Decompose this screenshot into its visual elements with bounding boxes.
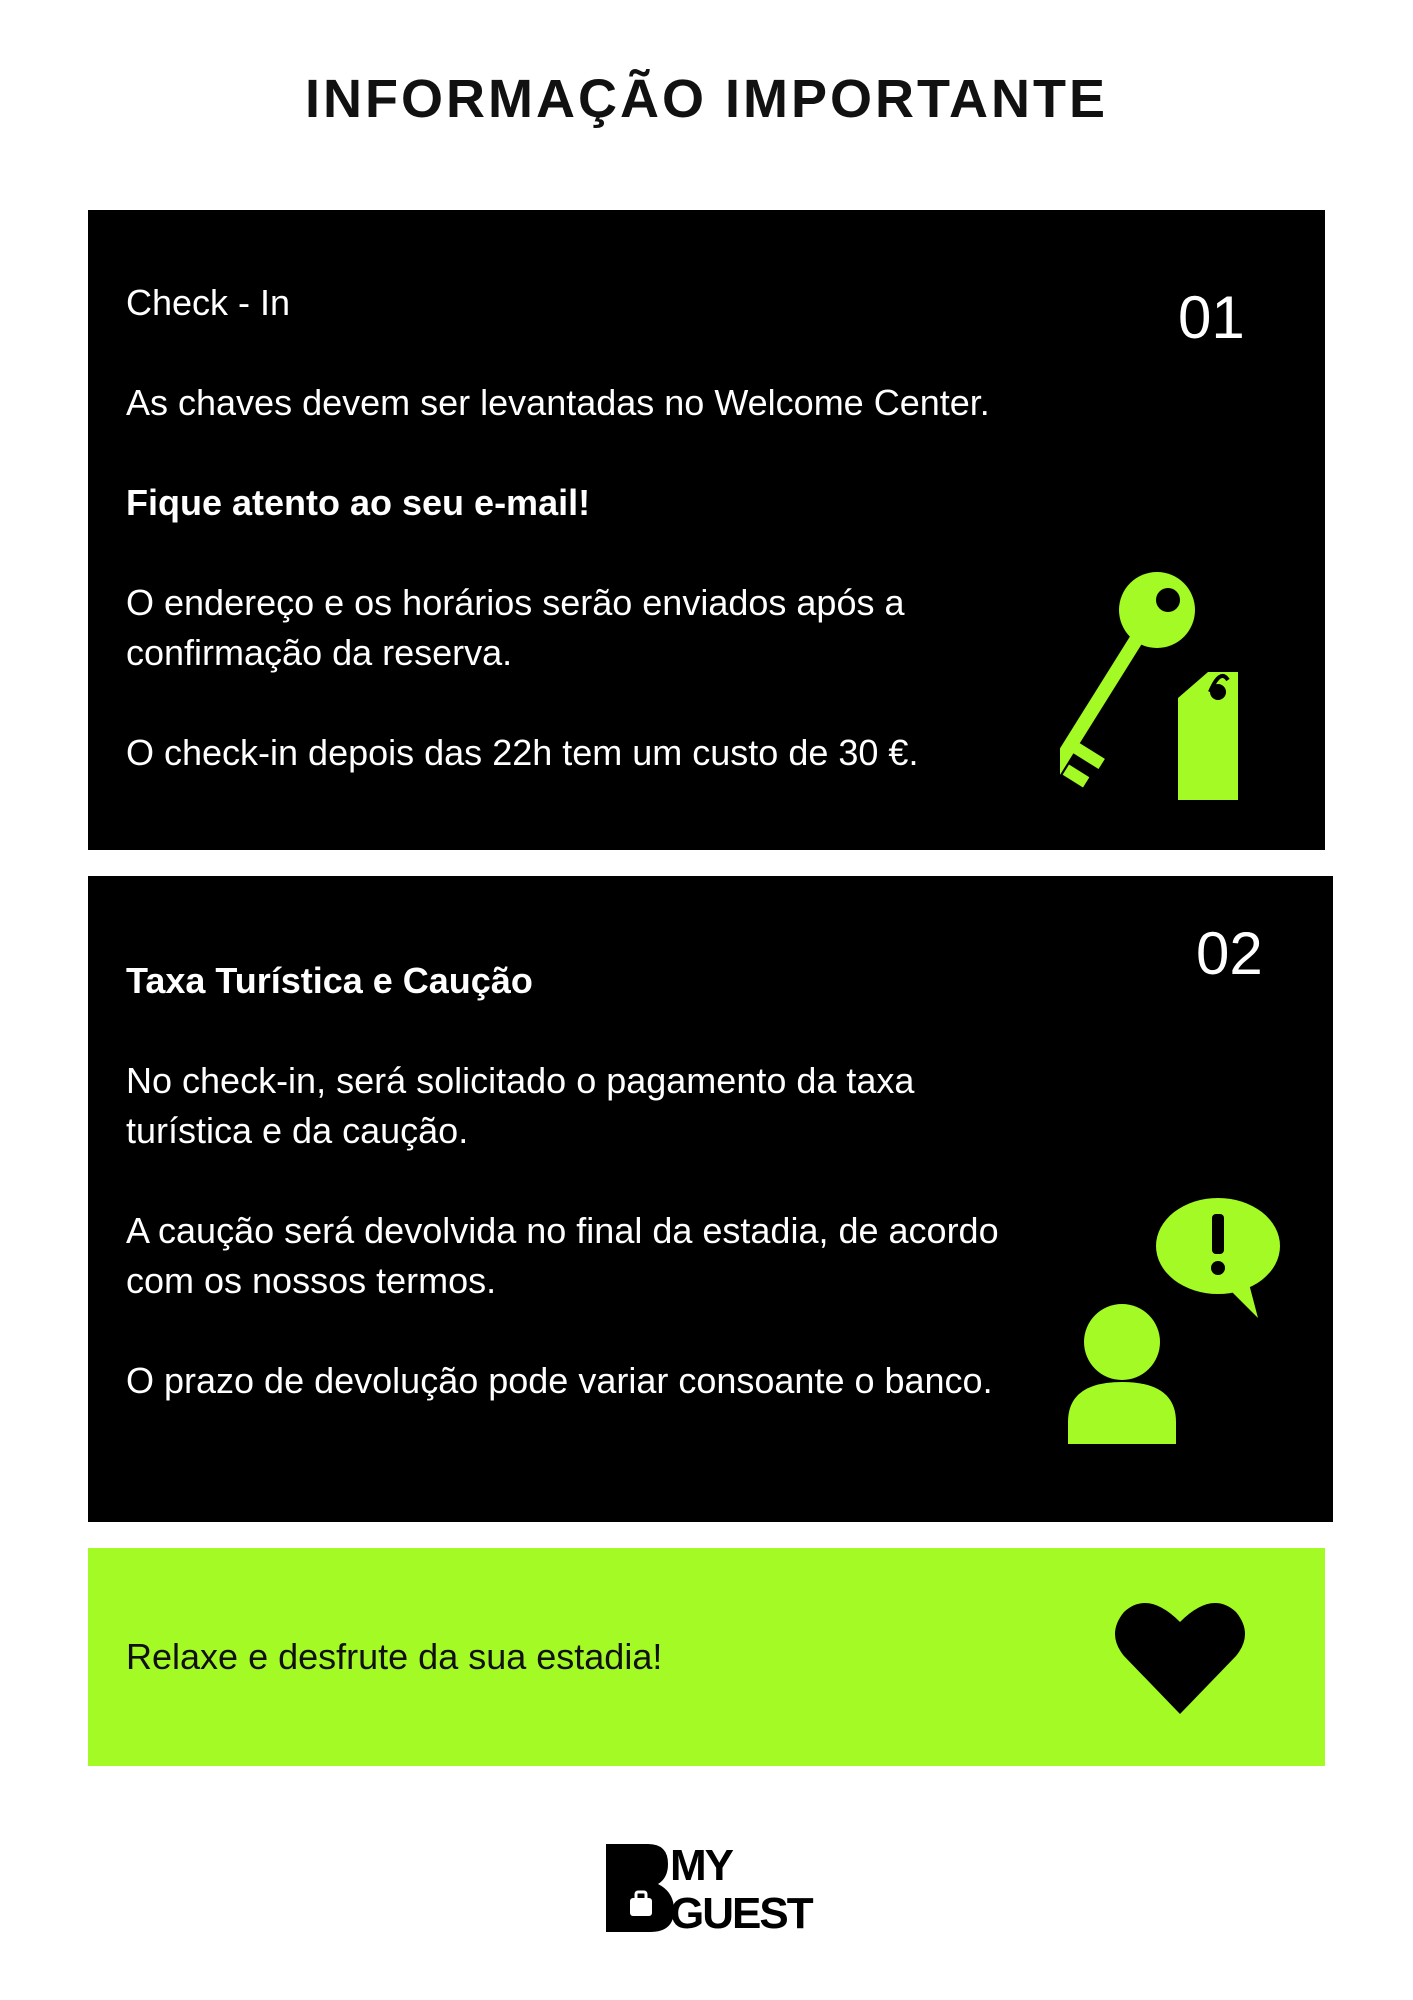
- section-number-02: 02: [1196, 920, 1263, 987]
- tag-icon: [1178, 672, 1238, 800]
- section-number-01: 01: [1178, 284, 1245, 351]
- logo-text-my: MY: [670, 1841, 732, 1890]
- myguest-logo: [604, 1840, 816, 1936]
- deposit-return-text: A caução será devolvida no final da estadia, de acordo com os nossos termos.: [126, 1210, 999, 1301]
- tax-payment-text: No check-in, será solicitado o pagamento da taxa turística e da caução.: [126, 1060, 915, 1151]
- checkin-late-fee-text: O check-in depois das 22h tem um custo de 30 €.: [126, 732, 919, 773]
- checkin-keys-text: As chaves devem ser levantadas no Welcome Center.: [126, 382, 990, 423]
- checkin-address-text: O endereço e os horários serão enviados após a confirmação da reserva.: [126, 582, 905, 673]
- heart-icon: [1114, 1598, 1246, 1716]
- page-title: INFORMAÇÃO IMPORTANTE: [305, 69, 1108, 129]
- relax-text: Relaxe e desfrute da sua estadia!: [126, 1636, 663, 1677]
- checkin-card: [88, 210, 1325, 850]
- logo-text-guest: GUEST: [670, 1889, 812, 1936]
- speech-bubble-icon: [1156, 1198, 1280, 1318]
- key-tag-icon: [1060, 560, 1270, 800]
- checkin-heading: Check - In: [126, 282, 291, 323]
- key-icon: [1060, 572, 1195, 787]
- logo-b-mark: [606, 1844, 674, 1932]
- relax-banner: [88, 1548, 1325, 1766]
- checkin-email-notice: Fique atento ao seu e-mail!: [126, 482, 591, 523]
- tax-deposit-card: [88, 876, 1333, 1522]
- refund-period-text: O prazo de devolução pode variar consoante o banco.: [126, 1360, 993, 1401]
- tax-deposit-heading: Taxa Turística e Caução: [126, 960, 533, 1001]
- person-icon: [1068, 1304, 1176, 1444]
- person-alert-icon: [1066, 1196, 1286, 1456]
